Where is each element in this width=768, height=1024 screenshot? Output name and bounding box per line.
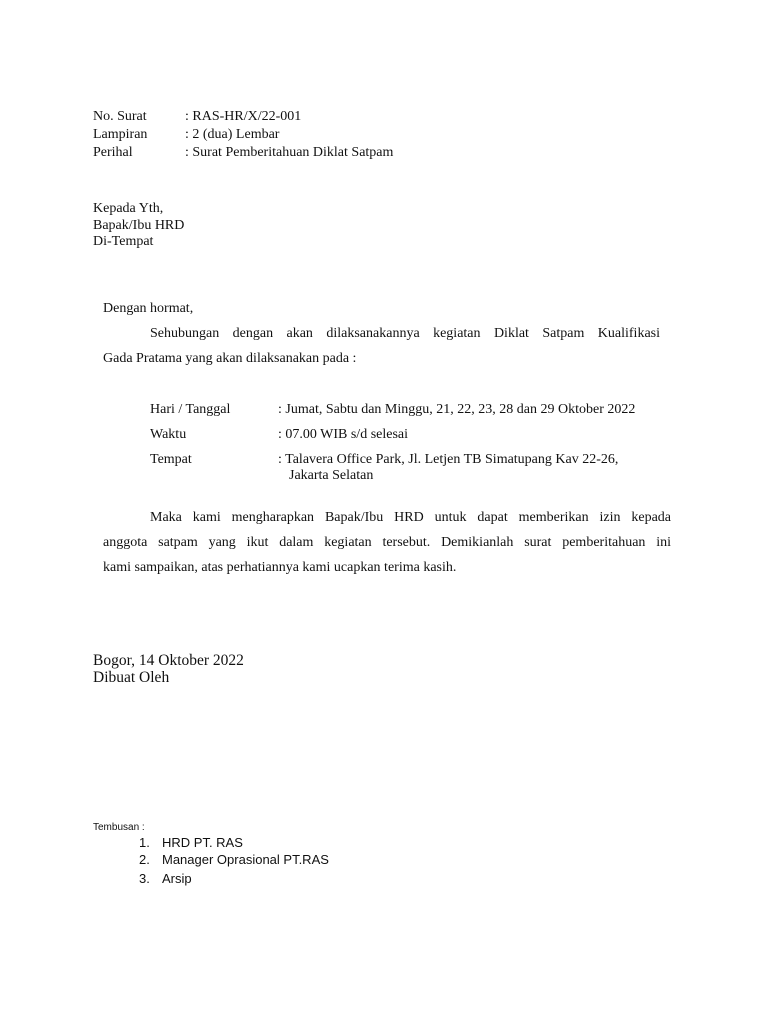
- cc-item-1-number: 1.: [139, 835, 150, 850]
- greeting: Dengan hormat,: [103, 301, 194, 316]
- cc-item-3-text: Arsip: [162, 871, 192, 886]
- header-value-number: : RAS-HR/X/22-001: [185, 109, 302, 124]
- closing-line-2: anggota satpam yang ikut dalam kegiatan tersebut. Demikianlah surat pemberitahuan ini: [103, 535, 671, 550]
- detail-value-time: : 07.00 WIB s/d selesai: [278, 427, 409, 442]
- detail-label-date: Hari / Tanggal: [150, 402, 231, 417]
- detail-label-place: Tempat: [150, 452, 192, 467]
- detail-value-place-line-2: Jakarta Selatan: [289, 468, 374, 483]
- detail-label-time: Waktu: [150, 427, 187, 442]
- header-value-attachment: : 2 (dua) Lembar: [185, 127, 280, 142]
- recipient-line-3: Di-Tempat: [93, 234, 154, 249]
- place-date: Bogor, 14 Oktober 2022: [93, 652, 244, 669]
- cc-item-2-text: Manager Oprasional PT.RAS: [162, 852, 329, 867]
- closing-line-3: kami sampaikan, atas perhatiannya kami ucapkan terima kasih.: [103, 560, 457, 575]
- cc-item-3-number: 3.: [139, 871, 150, 886]
- cc-item-1-text: HRD PT. RAS: [162, 835, 243, 850]
- recipient-line-2: Bapak/Ibu HRD: [93, 218, 185, 233]
- detail-value-place: : Talavera Office Park, Jl. Letjen TB Simatupang Kav 22-26,: [278, 452, 619, 467]
- recipient-line-1: Kepada Yth,: [93, 201, 164, 216]
- cc-item-2-number: 2.: [139, 852, 150, 867]
- header-label-attachment: Lampiran: [93, 127, 148, 142]
- intro-line-2: Gada Pratama yang akan dilaksanakan pada :: [103, 351, 357, 366]
- header-label-subject: Perihal: [93, 145, 133, 160]
- closing-line-1: Maka kami mengharapkan Bapak/Ibu HRD untuk dapat memberikan izin kepada: [150, 510, 671, 525]
- header-label-number: No. Surat: [93, 109, 147, 124]
- cc-title: Tembusan :: [93, 822, 145, 833]
- intro-line-1: Sehubungan dengan akan dilaksanakannya kegiatan Diklat Satpam Kualifikasi: [150, 326, 660, 341]
- detail-value-date: : Jumat, Sabtu dan Minggu, 21, 22, 23, 28 dan 29 Oktober 2022: [278, 402, 636, 417]
- made-by: Dibuat Oleh: [93, 669, 170, 686]
- header-value-subject: : Surat Pemberitahuan Diklat Satpam: [185, 145, 394, 160]
